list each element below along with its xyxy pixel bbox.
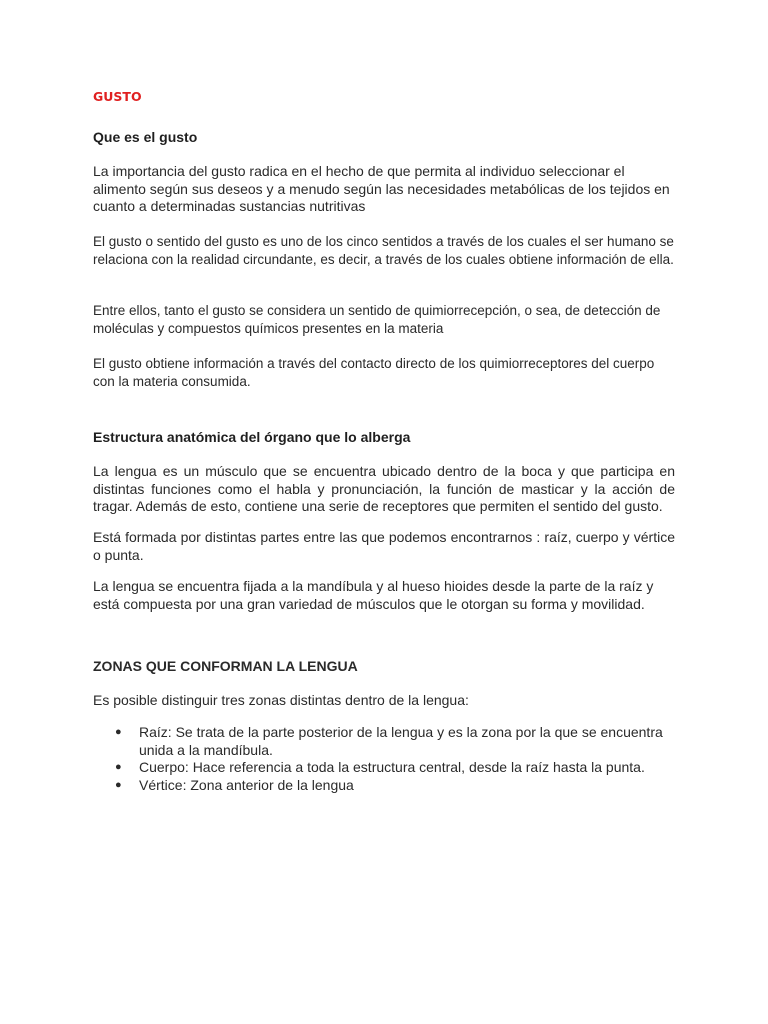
list-item-text: Vértice: Zona anterior de la lengua — [139, 776, 354, 793]
list-item-text: Cuerpo: Hace referencia a toda la estructura central, desde la raíz hasta la punta. — [139, 759, 645, 775]
bullet-icon: ● — [115, 761, 122, 773]
paragraph-quimiorrecepcion: Entre ellos, tanto el gusto se considera un sentido de quimiorrecepción, o sea, de detección de moléculas y compuestos químicos presentes en la materia — [93, 303, 661, 336]
bullet-icon: ● — [115, 726, 122, 738]
paragraph-zonas-intro: Es posible distinguir tres zonas distintas dentro de la lengua: — [93, 692, 469, 708]
list-item-text: Raíz: Se trata de la parte posterior de la lengua y es la zona por la que se encuentra unida a la mandíbula. — [139, 724, 663, 758]
document-title: GUSTO — [93, 89, 142, 104]
paragraph-obtiene-informacion: El gusto obtiene información a través del contacto directo de los quimiorreceptores del cuerpo con la materia consumida. — [93, 356, 655, 389]
list-item-cuerpo — [93, 759, 675, 777]
paragraph-lengua-musculo: La lengua es un músculo que se encuentra ubicado dentro de la boca y que participa en distintas funciones como el habla y pronunciación, la función de masticar y la acción de tragar. Además de esto, contiene una serie de receptores que permiten el sentido del gusto. — [93, 463, 675, 514]
list-item-vertice — [93, 777, 675, 795]
paragraph-partes-lengua: Está formada por distintas partes entre las que podemos encontrarnos : raíz, cuerpo y vértice o punta. — [93, 529, 675, 563]
section-heading-zonas-lengua: ZONAS QUE CONFORMAN LA LENGUA — [93, 658, 358, 674]
bullet-icon: ● — [115, 778, 122, 791]
paragraph-sentido-del-gusto: El gusto o sentido del gusto es uno de los cinco sentidos a través de los cuales el ser humano se relaciona con la realidad circundante, es decir, a través de los cuales obtiene información de ella. — [93, 234, 674, 267]
section-heading-que-es-el-gusto: Que es el gusto — [93, 129, 198, 145]
paragraph-importancia: La importancia del gusto radica en el hecho de que permita al individuo seleccionar el alimento según sus deseos y a menudo según las necesidades metabólicas de los tejidos en cuanto a determinadas sustancias nutritivas — [93, 163, 670, 214]
section-heading-estructura-anatomica: Estructura anatómica del órgano que lo alberga — [93, 429, 411, 445]
zones-bullet-list — [93, 724, 675, 794]
paragraph-mandibula: La lengua se encuentra fijada a la mandíbula y al hueso hioides desde la parte de la raíz y está compuesta por una gran variedad de músculos que le otorgan su forma y movilidad. — [93, 578, 654, 612]
list-item-raiz — [93, 724, 675, 759]
